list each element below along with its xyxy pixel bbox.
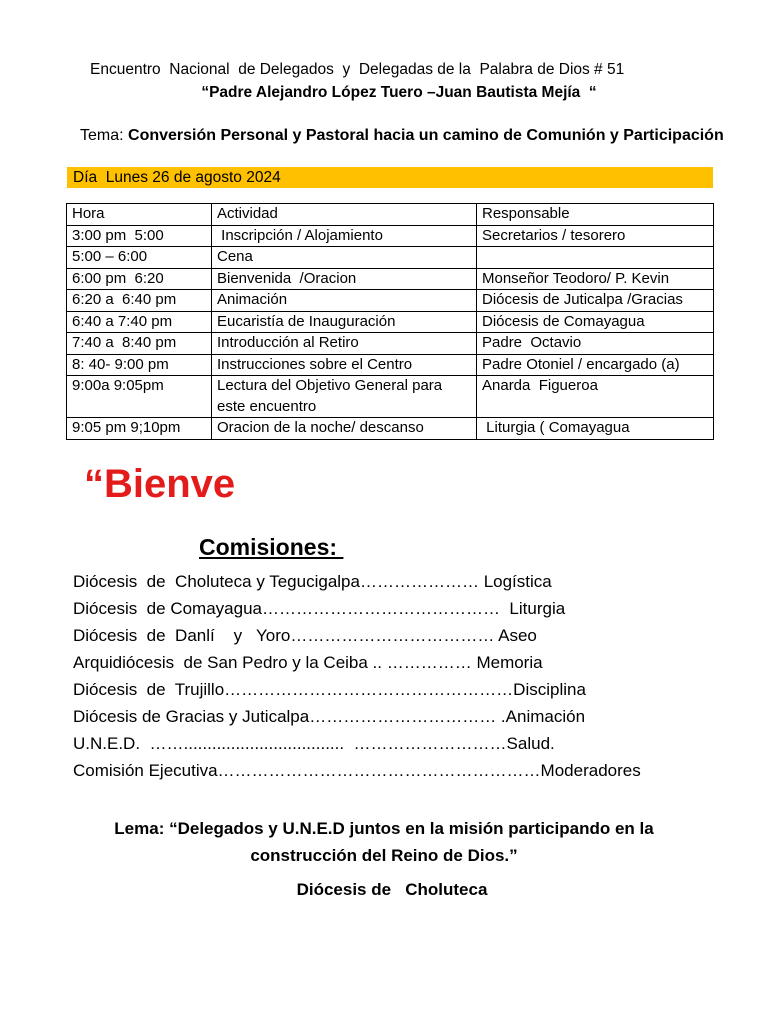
cell-responsable: Secretarios / tesorero: [477, 225, 714, 247]
day-banner: Día Lunes 26 de agosto 2024: [67, 167, 713, 188]
commissions-list: [73, 568, 641, 784]
cell-responsable: Diócesis de Comayagua: [477, 311, 714, 333]
theme-line: [80, 127, 724, 145]
list-item: Diócesis de Comayagua…………………………………… Liturgia: [73, 599, 566, 618]
table-row: [67, 333, 714, 355]
cell-responsable: Monseñor Teodoro/ P. Kevin: [477, 268, 714, 290]
list-item: Diócesis de Choluteca y Tegucigalpa………………… Logística: [73, 572, 552, 591]
cell-hora: 8: 40- 9:00 pm: [67, 354, 212, 376]
cell-actividad: Inscripción / Alojamiento: [212, 225, 477, 247]
table-row: [67, 268, 714, 290]
diocese-signature: Diócesis de Choluteca: [296, 880, 488, 899]
cell-actividad: Lectura del Objetivo General para este encuentro: [212, 376, 477, 418]
cell-actividad: Instrucciones sobre el Centro: [212, 354, 477, 376]
header-responsable: Responsable: [477, 204, 714, 226]
table-row: [67, 247, 714, 269]
motto-line-2: construcción del Reino de Dios.”: [250, 846, 518, 865]
cell-hora: 7:40 a 8:40 pm: [67, 333, 212, 355]
header-actividad: Actividad: [212, 204, 477, 226]
welcome-heading: “Bienve: [84, 462, 236, 506]
list-item: Arquidiócesis de San Pedro y la Ceiba .. …………… Memoria: [73, 653, 543, 672]
theme-text: Conversión Personal y Pastoral hacia un camino de Comunión y Participación: [128, 127, 724, 144]
cell-hora: 9:00a 9:05pm: [67, 376, 212, 418]
table-row: [67, 311, 714, 333]
table-row: [67, 418, 714, 440]
table-row: [67, 376, 714, 418]
cell-actividad: Eucaristía de Inauguración: [212, 311, 477, 333]
cell-responsable: [477, 247, 714, 269]
cell-hora: 6:40 a 7:40 pm: [67, 311, 212, 333]
commissions-title: Comisiones:: [199, 534, 344, 560]
cell-responsable: Padre Octavio: [477, 333, 714, 355]
cell-hora: 5:00 – 6:00: [67, 247, 212, 269]
cell-hora: 6:20 a 6:40 pm: [67, 290, 212, 312]
cell-actividad: Oracion de la noche/ descanso: [212, 418, 477, 440]
event-subtitle: “Padre Alejandro López Tuero –Juan Bautista Mejía “: [201, 84, 597, 101]
cell-hora: 9:05 pm 9;10pm: [67, 418, 212, 440]
list-item: U.N.E.D. …….................................. ………………………Salud.: [73, 734, 555, 753]
motto: [0, 815, 768, 869]
cell-responsable: Padre Otoniel / encargado (a): [477, 354, 714, 376]
cell-actividad: Animación: [212, 290, 477, 312]
table-row: [67, 225, 714, 247]
list-item: Diócesis de Trujillo……………………………………………Disciplina: [73, 680, 586, 699]
cell-responsable: Liturgia ( Comayagua: [477, 418, 714, 440]
cell-actividad: Bienvenida /Oracion: [212, 268, 477, 290]
table-row: [67, 354, 714, 376]
list-item: Diócesis de Gracias y Juticalpa…………………………… .Animación: [73, 707, 586, 726]
list-item: Comisión Ejecutiva…………………………………………………Moderadores: [73, 761, 641, 780]
motto-line-1: Lema: “Delegados y U.N.E.D juntos en la misión participando en la: [114, 819, 654, 838]
list-item: Diócesis de Danlí y Yoro……………………………… Aseo: [73, 626, 537, 645]
cell-actividad: Cena: [212, 247, 477, 269]
theme-label: Tema:: [80, 127, 129, 144]
cell-hora: 6:00 pm 6:20: [67, 268, 212, 290]
cell-hora: 3:00 pm 5:00: [67, 225, 212, 247]
cell-actividad: Introducción al Retiro: [212, 333, 477, 355]
event-title: Encuentro Nacional de Delegados y Delegadas de la Palabra de Dios # 51: [90, 61, 625, 78]
cell-responsable: Diócesis de Juticalpa /Gracias: [477, 290, 714, 312]
table-row: [67, 290, 714, 312]
cell-responsable: Anarda Figueroa: [477, 376, 714, 418]
header-hora: Hora: [67, 204, 212, 226]
table-header-row: [67, 204, 714, 226]
schedule-table: [66, 203, 714, 440]
